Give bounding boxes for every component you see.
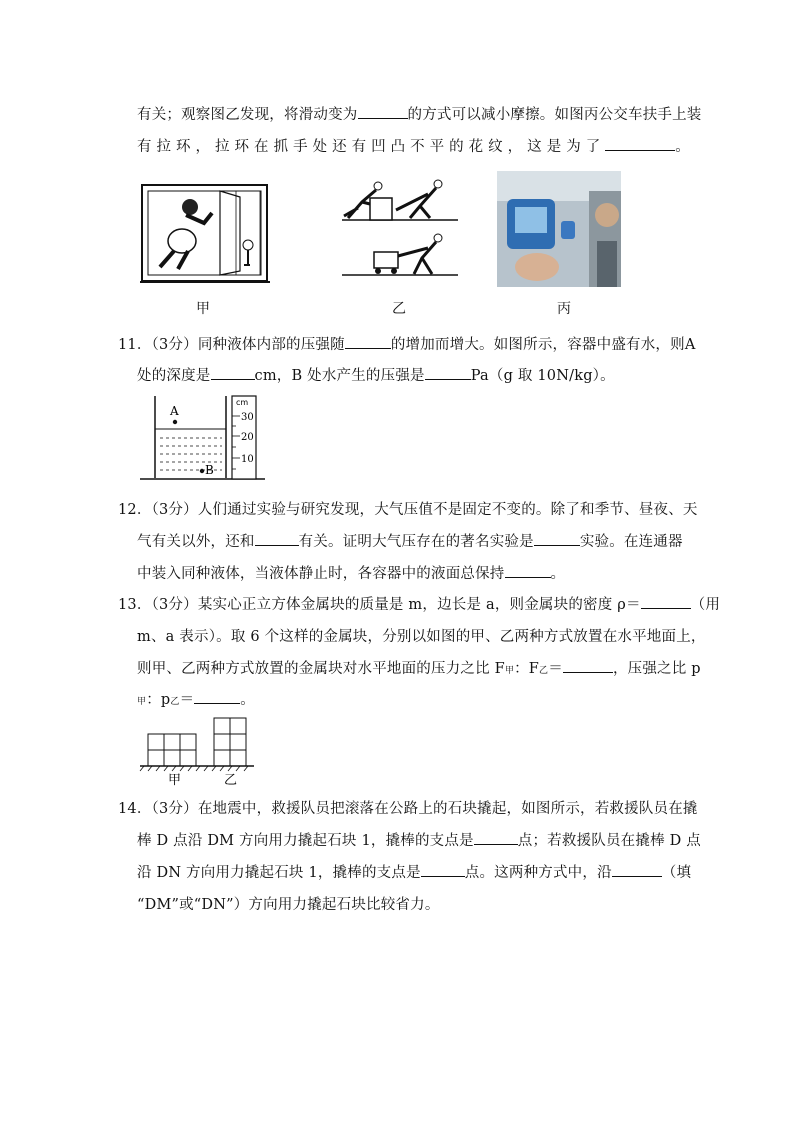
point-b-marker [200,469,204,473]
answer-blank[interactable] [474,830,518,845]
q10-line-2: 有 拉 环 ， 拉 环 在 抓 手 处 还 有 凹 凸 不 平 的 花 纹 ， 这 是 为 了 。 [137,135,690,156]
label-jia: 甲 [168,773,182,788]
q13-line-4: 甲：p乙＝ 。 [137,688,255,709]
point-b-label: B [205,463,214,477]
answer-blank[interactable] [421,862,465,877]
answer-blank[interactable] [358,104,408,119]
answer-blank[interactable] [605,136,675,151]
caption-jia: 甲 [196,301,210,317]
q12-line-1: 12．（3分）人们通过实验与研究发现，大气压值不是固定不变的。除了和季节、昼夜、天 [118,502,698,518]
q13-line-3: 则甲、乙两种方式放置的金属块对水平地面的压力之比 F甲：F乙＝ ，压强之比 p [137,657,701,678]
figure-jia-door-push [140,183,270,285]
answer-blank[interactable] [534,531,580,546]
figure-yi-box-and-cart [340,176,460,280]
figure-cube-stacks [138,716,258,786]
caption-bing: 丙 [557,301,571,317]
q12-line-3: 中装入同种液体，当液体静止时，各容器中的液面总保持 。 [137,562,565,583]
q13-line-1: 13．（3分）某实心正立方体金属块的质量是 m，边长是 a，则金属块的密度 ρ＝ （用 [118,593,720,614]
answer-blank[interactable] [211,365,255,380]
answer-blank[interactable] [641,594,691,609]
scale-tick-20: 20 [241,432,254,443]
scale-tick-10: 10 [241,454,254,465]
figure-bing-bus-handle-photo [497,171,621,287]
point-a-marker [173,420,177,424]
q11-line-2: 处的深度是 cm，B 处水产生的压强是 Pa（g 取 10N/kg）。 [137,364,615,385]
q12-line-2: 气有关以外，还和 有关。证明大气压存在的著名实验是 实验。在连通器 [137,530,683,551]
caption-yi: 乙 [392,301,406,317]
figure-water-container [140,394,270,484]
answer-blank[interactable] [255,531,299,546]
q13-line-2: m、a 表示）。取 6 个这样的金属块，分别以如图的甲、乙两种方式放置在水平地面上， [137,629,706,645]
scale-unit: cm [236,398,249,407]
scale-tick-30: 30 [241,412,254,423]
q10-line-1: 有关；观察图乙发现，将滑动变为 的方式可以减小摩擦。如图丙公交车扶手上装 [137,103,702,124]
point-a-label: A [170,404,179,418]
answer-blank[interactable] [505,563,551,578]
answer-blank[interactable] [194,689,240,704]
answer-blank[interactable] [563,658,613,673]
answer-blank[interactable] [345,334,391,349]
q14-line-3: 沿 DN 方向用力撬起石块 1，撬棒的支点是 点。这两种方式中，沿 （填 [137,861,691,882]
q14-line-1: 14．（3分）在地震中，救援队员把滚落在公路上的石块撬起，如图所示，若救援队员在撬 [118,801,698,817]
q14-line-4: “DM”或“DN”）方向用力撬起石块比较省力。 [137,897,440,913]
q11-line-1: 11．（3分）同种液体内部的压强随 的增加而增大。如图所示，容器中盛有水，则A [118,333,696,354]
answer-blank[interactable] [425,365,471,380]
label-yi: 乙 [224,773,238,788]
answer-blank[interactable] [612,862,662,877]
q14-line-2: 棒 D 点沿 DM 方向用力撬起石块 1，撬棒的支点是 点；若救援队员在撬棒 D 点 [137,829,701,850]
